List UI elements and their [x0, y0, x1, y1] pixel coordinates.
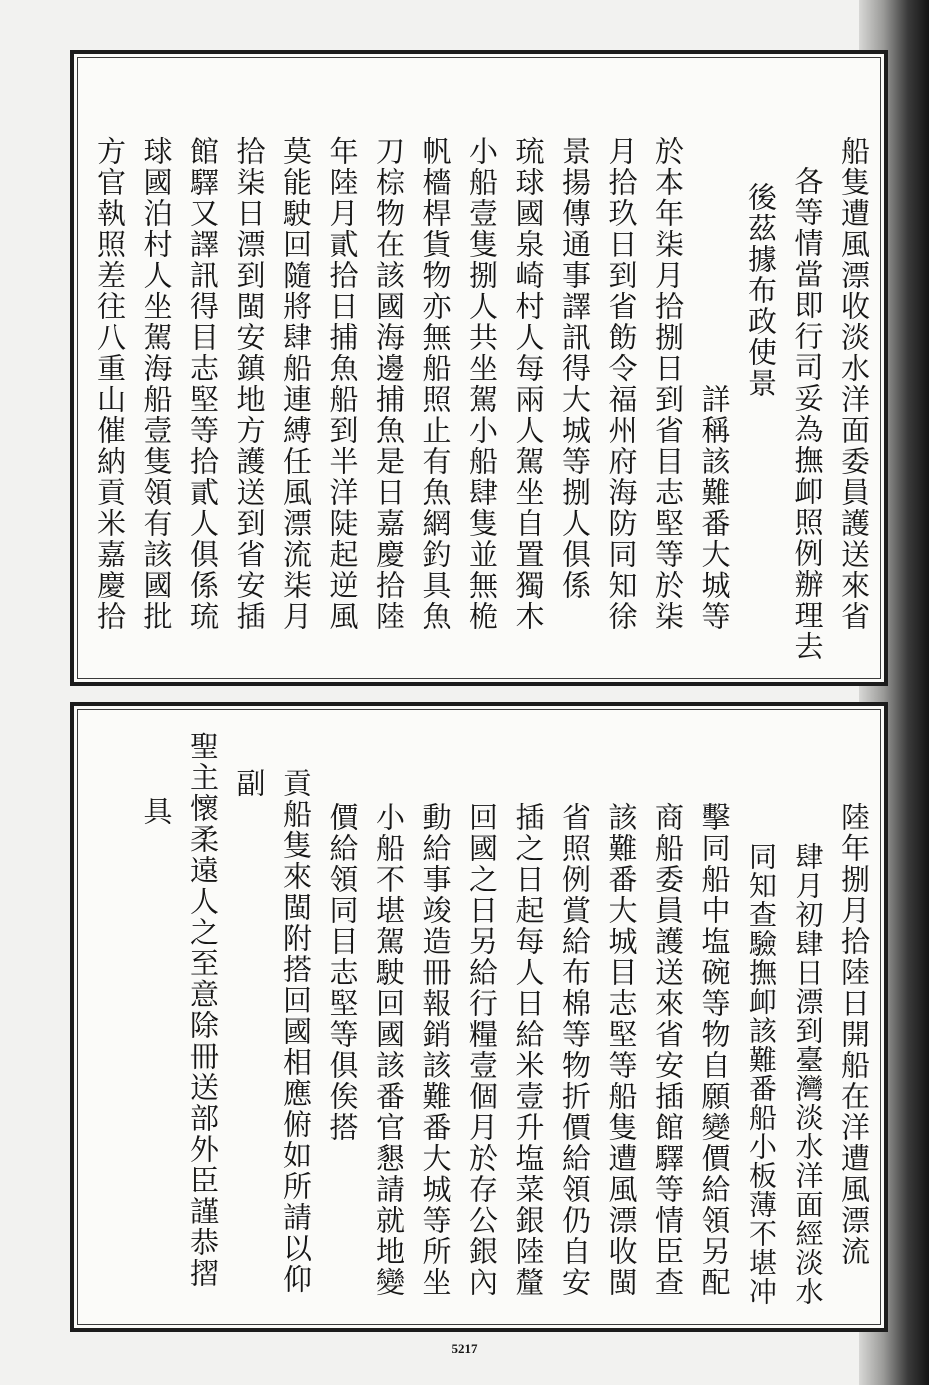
text-column: 於本年柒月拾捌日到省目志堅等於柒 — [651, 136, 685, 632]
text-column: 具 — [139, 796, 174, 827]
text-column: 省照例賞給布棉等物折價給領仍自安 — [558, 802, 592, 1298]
text-column: 擊同船中塩碗等物自願變價給領另配 — [697, 802, 732, 1298]
text-column: 各等情當即行司妥為撫卹照例辦理去 — [790, 166, 825, 662]
text-column: 聖主懷柔遠人之至意除冊送部外臣謹恭摺 — [186, 731, 220, 1289]
text-column: 年陸月貳拾日捕魚船到半洋陡起逆風 — [325, 136, 360, 632]
text-column: 後茲據布政使景 — [744, 182, 778, 399]
text-column: 帆檣桿貨物亦無船照止有魚網釣具魚 — [418, 136, 453, 632]
text-column: 同知查驗撫卹該難番船小板薄不堪冲 — [745, 842, 778, 1306]
text-column: 景揚傳通事譯訊得大城等捌人俱係 — [558, 136, 592, 601]
text-column: 月拾玖日到省飭令福州府海防同知徐 — [604, 136, 639, 632]
text-column: 該難番大城目志堅等船隻遭風漂收閩 — [604, 802, 639, 1298]
text-column: 拾柒日漂到閩安鎮地方護送到省安插 — [232, 136, 267, 632]
text-column: 小船不堪駕駛回國該番官懇請就地變 — [372, 802, 406, 1298]
text-column: 動給事竣造冊報銷該難番大城等所坐 — [418, 802, 453, 1298]
text-column: 球國泊村人坐駕海船壹隻領有該國批 — [139, 136, 174, 632]
text-column: 肆月初肆日漂到臺灣淡水洋面經淡水 — [791, 842, 825, 1306]
text-column: 插之日起每人日給米壹升塩菜銀陸釐 — [511, 802, 546, 1298]
text-column: 商船委員護送來省安插館驛等情臣查 — [651, 802, 685, 1298]
text-column: 船隻遭風漂收淡水洋面委員護送來省 — [837, 136, 871, 632]
text-column: 小船壹隻捌人共坐駕小船肆隻並無桅 — [465, 136, 499, 632]
text-column: 回國之日另給行糧壹個月於存公銀內 — [465, 802, 499, 1298]
text-column: 琉球國泉崎村人每兩人駕坐自置獨木 — [511, 136, 546, 632]
text-column: 詳稱該難番大城等 — [697, 384, 732, 632]
text-column: 貢船隻來閩附搭回國相應俯如所請以仰 — [279, 768, 313, 1295]
text-column: 副 — [232, 768, 267, 799]
document-panel-top — [70, 50, 888, 686]
text-column: 館驛又譯訊得目志堅等拾貳人俱係琉 — [186, 136, 220, 632]
text-column: 刀棕物在該國海邊捕魚是日嘉慶拾陸 — [372, 136, 406, 632]
text-column: 陸年捌月拾陸日開船在洋遭風漂流 — [837, 802, 871, 1267]
page-number: 5217 — [451, 1341, 478, 1356]
text-column: 方官執照差往八重山催納貢米嘉慶拾 — [93, 136, 127, 632]
text-column: 價給領同目志堅等俱俟搭 — [325, 802, 360, 1143]
text-column: 莫能駛回隨將肆船連縛任風漂流柒月 — [279, 136, 313, 632]
document-panel-bottom — [70, 702, 888, 1332]
